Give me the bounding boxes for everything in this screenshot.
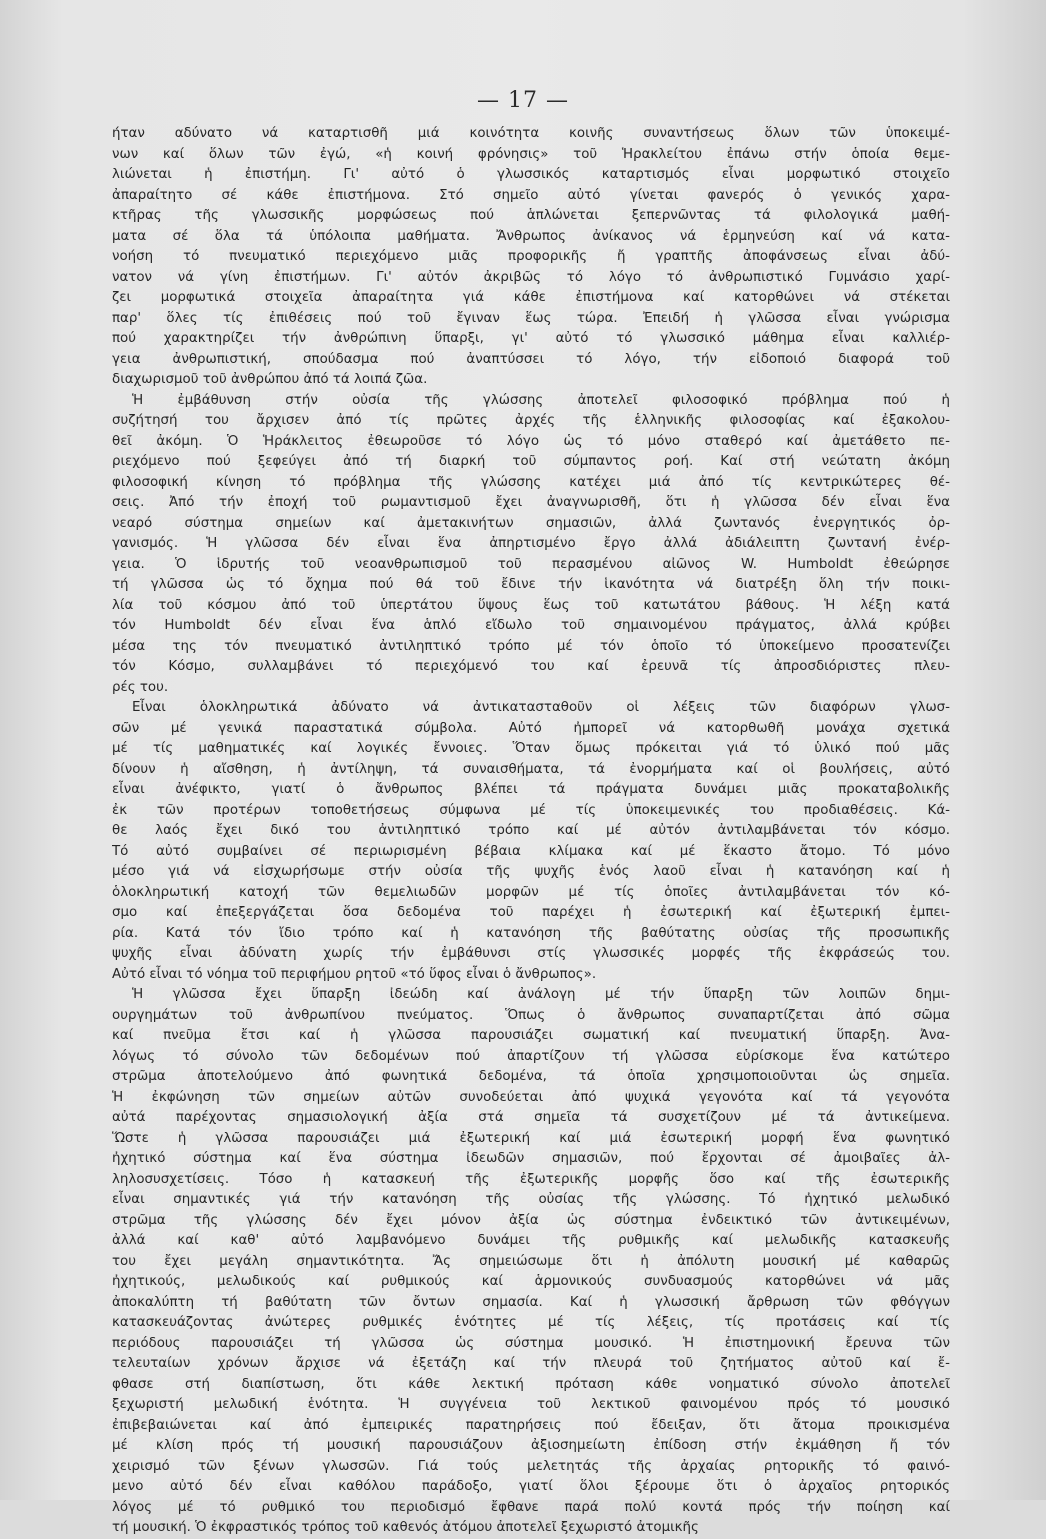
text-line: τελευταίων χρόνων ἄρχισε νά ἐξετάζη καί τήν πλευρά τοῦ ζητήματος αὐτοῦ καί ἔ- [112, 1356, 950, 1371]
text-line: σεις. Ἀπό τήν ἐποχή τοῦ ρωμαντισμοῦ ἔχει ἀναγνωρισθῆ, ὅτι ἡ γλῶσσα δέν εἶναι ἕνα [112, 495, 950, 510]
text-line: κτῆρας τῆς γλωσσικῆς μορφώσεως πού ἁπλώνεται ξεπερνῶντας τά φιλολογικά μαθή- [112, 208, 950, 223]
text-line: Εἶναι ὁλοκληρωτικά ἀδύνατο νά ἀντικατασταθοῦν οἱ λέξεις τῶν διαφόρων γλωσ- [132, 700, 950, 715]
text-line: μέ τίς μαθηματικές καί λογικές ἔννοιες. Ὅταν ὅμως πρόκειται γιά τό ὑλικό πού μᾶς [112, 741, 950, 756]
text-line: ρία. Κατά τόν ἴδιο τρόπο καί ἡ κατανόηση τῆς βαθύτατης οὐσίας τῆς προσωπικῆς [112, 925, 950, 941]
text-line: τή μουσική. Ὁ ἐκφραστικός τρόπος τοῦ καθενός ἀτόμου ἀποτελεῖ ξεχωριστό ἀτομικῆς [112, 1520, 699, 1535]
page-number: — 17 — [477, 88, 569, 113]
text-line: ἠχητικό σύστημα καί ἕνα σύστημα ἰδεωδῶν σημασιῶν, πού ἔρχονται σέ ἀμοιβαῖες ἀλ- [112, 1151, 950, 1166]
text-line: κατασκευάζοντας ἀνώτερες ρυθμικές ἑνότητες μέ τίς λέξεις, τίς προτάσεις καί τίς [112, 1315, 950, 1330]
text-line: μενο αὐτό δέν εἶναι καθόλου παράδοξο, γιατί ὅλοι ξέρουμε ὅτι ὁ ἀρχαῖος ρητορικός [112, 1479, 950, 1494]
text-line: Ἡ ἐμβάθυνση στήν οὐσία τῆς γλώσσης ἀποτελεῖ φιλοσοφικό πρόβλημα πού ἡ [132, 392, 950, 408]
text-line: περιόδους παρουσιάζει τή γλῶσσα ὡς σύστημα μουσικό. Ἡ ἐπιστημονική ἔρευνα τῶν [112, 1335, 950, 1351]
text-line: λιώνεται ἡ ἐπιστήμη. Γι' αὐτό ὁ γλωσσικός καταρτισμός εἶναι μορφωτικό στοιχεῖο [112, 167, 950, 182]
paragraph [112, 698, 950, 985]
text-line: φθασε στή διαπίστωση, ὅτι κάθε λεκτική πρόταση κάθε νοηματικό σύνολο ἀποτελεῖ [112, 1376, 950, 1392]
text-line: ἐκ τῶν προτέρων τοποθετήσεως σύμφωνα μέ τίς ὑποκειμενικές του προδιαθέσεις. Κά- [112, 802, 950, 818]
text-line: ἀλλά καί καθ' αὐτό λαμβανόμενο δυνάμει τῆς ρυθμικῆς καί μελωδικῆς κατασκευῆς [112, 1233, 950, 1248]
text-line: Ἡ γλῶσσα ἔχει ὕπαρξη ἰδεώδη καί ἀνάλογη μέ τήν ὕπαρξη τῶν λοιπῶν δημι- [132, 987, 950, 1002]
text-line: ψυχῆς εἶναι ἀδύνατη χωρίς τήν ἐμβάθυνσι στίς γλωσσικές μορφές τῆς ἐκφράσεώς του. [112, 946, 950, 961]
text-line: καί πνεῦμα ἔτσι καί ἡ γλῶσσα παρουσιάζει σωματική καί πνευματική ὕπαρξη. Ἀνα- [112, 1028, 950, 1043]
text-line: ήταν αδύνατο νά καταρτισθῆ μιά κοινότητα κοινῆς συναντήσεως ὅλων τῶν ὑποκειμέ- [112, 126, 950, 141]
text-line: μέσο γιά νά εἰσχωρήσωμε στήν οὐσία τῆς ψυχῆς ἑνός λαοῦ εἶναι ἡ κατανόηση καί ἡ [112, 864, 950, 879]
text-line: θε λαός ἔχει δικό του ἀντιληπτικό τρόπο καί μέ αὐτόν ἀντιλαμβάνεται τόν κόσμο. [112, 823, 950, 838]
text-line: νεαρό σύστημα σημείων καί ἀμετακινήτων σημασιῶν, ἀλλά ζωντανός ἐνεργητικός ὀρ- [112, 515, 950, 531]
text-line: Ὥστε ἡ γλῶσσα παρουσιάζει μιά ἐξωτερική καί μιά ἐσωτερική μορφή ἕνα φωνητικό [112, 1130, 950, 1146]
text-line: γεια ἀνθρωπιστική, σπούδασμα πού ἀναπτύσσει τό λόγο, τήν εἰδοποιό διαφορά τοῦ [112, 351, 950, 367]
text-line: ἀποκαλύπτη τή βαθύτατη τῶν ὄντων σημασία. Καί ἡ γλωσσική ἄρθρωση τῶν φθόγγων [112, 1294, 950, 1310]
text-line: μέ κλίση πρός τή μουσική παρουσιάζουν ἀξιοσημείωτη ἐπίδοση στήν ἐκμάθηση ἤ τόν [112, 1438, 950, 1453]
text-line: στρῶμα ἀποτελούμενο ἀπό φωνητικά δεδομένα, τά ὁποῖα χρησιμοποιοῦνται ὡς σημεῖα. [112, 1069, 950, 1084]
text-line: πού χαρακτηρίζει τήν ἀνθρώπινη ὕπαρξι, γι' αὐτό τό γλωσσικό μάθημα εἶναι καλλιέρ- [112, 331, 950, 346]
text-line: σῶν μέ γενικά παραστατικά σύμβολα. Αὐτό ἠμπορεῖ νά κατορθωθῆ μονάχα σχετικά [112, 720, 950, 736]
text-line: ουργημάτων τοῦ ἀνθρωπίνου πνεύματος. Ὅπως ὁ ἄνθρωπος συναπαρτίζεται ἀπό σῶμα [112, 1007, 950, 1023]
text-line: ληλοσυσχετίσεις. Τόσο ἡ κατασκευή τῆς ἐξωτερικῆς μορφῆς ὅσο καί τῆς ἐσωτερικῆς [112, 1171, 950, 1187]
text-line: μέσα της τόν πνευματικό ἀντιληπτικό τρόπο μέ τόν ὁποῖο τό ὑποκείμενο προσατενίζει [112, 638, 950, 654]
text-line: λόγος μέ τό ρυθμικό του περιοδισμό ἔφθανε παρά πολύ κοντά πρός τήν ποίηση καί [112, 1499, 950, 1515]
paragraph [112, 391, 950, 699]
text-line: ζει μορφωτικά στοιχεῖα ἀπαραίτητα γιά κάθε ἐπιστήμονα καί κατορθώνει νά στέκεται [112, 290, 950, 305]
text-line: δίνουν ἡ αἴσθηση, ἡ ἀντίληψη, τά συναισθήματα, τά ἐνορμήματα καί οἱ βουλήσεις, αὐτό [112, 761, 950, 777]
text-line: του ἔχει μεγάλη σημαντικότητα. Ἄς σημειώσωμε ὅτι ἡ ἀπόλυτη μουσική μέ καθαρῶς [112, 1253, 950, 1269]
text-line: γεια. Ὁ ἱδρυτής τοῦ νεοανθρωπισμοῦ τοῦ περασμένου αἰῶνος W. Humboldt ἐθεώρησε [112, 556, 950, 572]
text-line: ρές του. [112, 679, 169, 695]
text-line: λία τοῦ κόσμου ἀπό τοῦ ὑπερτάτου ὕψους ἕως τοῦ κατωτάτου βάθους. Ἡ λέξη κατά [112, 597, 950, 613]
text-line: ἠχητικούς, μελωδικούς καί ρυθμικούς καί ἁρμονικούς συνδυασμούς κατορθώνει νά μᾶς [112, 1274, 950, 1289]
text-line: Ἡ ἐκφώνηση τῶν σημείων αὐτῶν συνοδεύεται ἀπό ψυχικά γεγονότα καί τά γεγονότα [112, 1089, 950, 1105]
text-line: ξεχωριστή μελωδική ἑνότητα. Ἡ συγγένεια τοῦ λεκτικοῦ φαινομένου πρός τό μουσικό [112, 1397, 950, 1412]
text-line: Τό αὐτό συμβαίνει σέ περιωρισμένη βέβαια κλίμακα καί μέ ἕκαστο ἄτομο. Τό μόνο [112, 843, 950, 859]
text-line: θεῖ ἀκόμη. Ὁ Ἡράκλειτος ἐθεωροῦσε τό λόγο ὡς τό μόνο σταθερό καί ἀμετάθετο πε- [112, 433, 950, 449]
body-text [112, 124, 950, 1539]
text-line: εἶναι σημαντικές γιά τήν κατανόηση τῆς οὐσίας τῆς γλώσσης. Τό ἠχητικό μελωδικό [112, 1192, 950, 1207]
text-line: νατον νά γίνη ἐπιστήμων. Γι' αὐτόν ἀκριβῶς τό λόγο τό ἀνθρωπιστικό Γυμνάσιο χαρί- [112, 269, 950, 285]
text-line: τόν Κόσμο, συλλαμβάνει τό περιεχόμενό του καί ἐρευνᾶ τίς ἀπροσδιόριστες πλευ- [112, 659, 950, 674]
text-line: σμο καί ἐπεξεργάζεται ὅσα δεδομένα τοῦ παρέχει ἡ ἐσωτερική καί ἐξωτερική ἐμπει- [112, 905, 950, 920]
text-line: ματα σέ ὅλα τά ὑπόλοιπα μαθήματα. Ἄνθρωπος ἀνίκανος νά ἑρμηνεύση καί νά κατα- [112, 228, 950, 244]
text-line: παρ' ὅλες τίς ἐπιθέσεις πού τοῦ ἔγιναν ἕως τώρα. Ἐπειδή ἡ γλῶσσα εἶναι γνώρισμα [112, 310, 950, 326]
text-line: γανισμός. Ἡ γλῶσσα δέν εἶναι ἕνα ἀπηρτισμένο ἔργο ἀλλά ἀδιάλειπτη ζωντανή ἐνέρ- [112, 536, 950, 551]
text-line: νοήση τό πνευματικό περιεχόμενο μιᾶς προφορικῆς ἤ γραπτῆς ἀποφάνσεως εἶναι ἀδύ- [112, 249, 950, 264]
text-line: ριεχόμενο πού ξεφεύγει ἀπό τή διαρκή τοῦ σύμπαντος ροή. Καί στή νεώτατη ἀκόμη [112, 454, 950, 469]
text-line: ἀπαραίτητο σέ κάθε ἐπιστήμονα. Στό σημεῖο αὐτό γίνεται φανερός ὁ γενικός χαρα- [112, 187, 950, 203]
text-line: χειρισμό τῶν ξένων γλωσσῶν. Γιά τούς μελετητάς τῆς ἀρχαίας ρητορικῆς τό φαινό- [112, 1458, 950, 1474]
text-line: διαχωρισμοῦ τοῦ ἀνθρώπου ἀπό τά λοιπά ζῶα. [112, 372, 428, 387]
paragraph [112, 985, 950, 1539]
text-line: εἶναι ἀνέφικτο, γιατί ὁ ἄνθρωπος βλέπει τά πράγματα δυνάμει μιᾶς προκαταβολικῆς [112, 782, 950, 797]
text-line: ἐπιβεβαιώνεται καί ἀπό ἐμπειρικές παρατηρήσεις πού ἔδειξαν, ὅτι ἄτομα προικισμένα [112, 1417, 950, 1433]
text-line: ὁλοκληρωτική κατοχή τῶν θεμελιωδῶν μορφῶν μέ τίς ὁποῖες ἀντιλαμβάνεται τόν κό- [112, 884, 950, 900]
text-line: συζήτησή του ἄρχισεν ἀπό τίς πρῶτες ἀρχές τῆς ἑλληνικῆς φιλοσοφίας καί ἐξακολου- [112, 413, 950, 428]
text-line: στρῶμα τῆς γλώσσης δέν ἔχει μόνον ἀξία ὡς σύστημα ἐνδεικτικό τῶν ἀντικειμένων, [112, 1212, 950, 1228]
text-line: φιλοσοφική κίνηση τό πρόβλημα τῆς γλώσσης κατέχει μιά ἀπό τίς κεντρικώτερες θέ- [112, 474, 950, 490]
text-line: τή γλῶσσα ὡς τό ὄχημα πού θά τοῦ ἔδινε τήν ἱκανότητα νά διατρέξη ὅλη τήν ποικι- [112, 577, 950, 592]
text-line: τόν Humboldt δέν εἶναι ἕνα ἁπλό εἴδωλο τοῦ σημαινομένου πράγματος, ἀλλά κρύβει [112, 618, 950, 633]
text-line: λόγως τό σύνολο τῶν δεδομένων πού ἀπαρτίζουν τή γλῶσσα εὑρίσκομε ἕνα κατώτερο [112, 1048, 950, 1064]
text-line: αὐτά παρέχοντας σημασιολογική ἀξία στά σημεῖα τά συσχετίζουν μέ τά ἀντικείμενα. [112, 1110, 950, 1125]
text-line: Αὐτό εἶναι τό νόημα τοῦ περιφήμου ρητοῦ «τό ὕφος εἶναι ὁ ἄνθρωπος». [112, 966, 597, 982]
paragraph [112, 124, 950, 391]
text-line: νων καί ὅλων τῶν ἐγώ, «ἡ κοινή φρόνησις» τοῦ Ἡρακλείτου ἐπάνω στήν ὁποία θεμε- [112, 146, 950, 162]
